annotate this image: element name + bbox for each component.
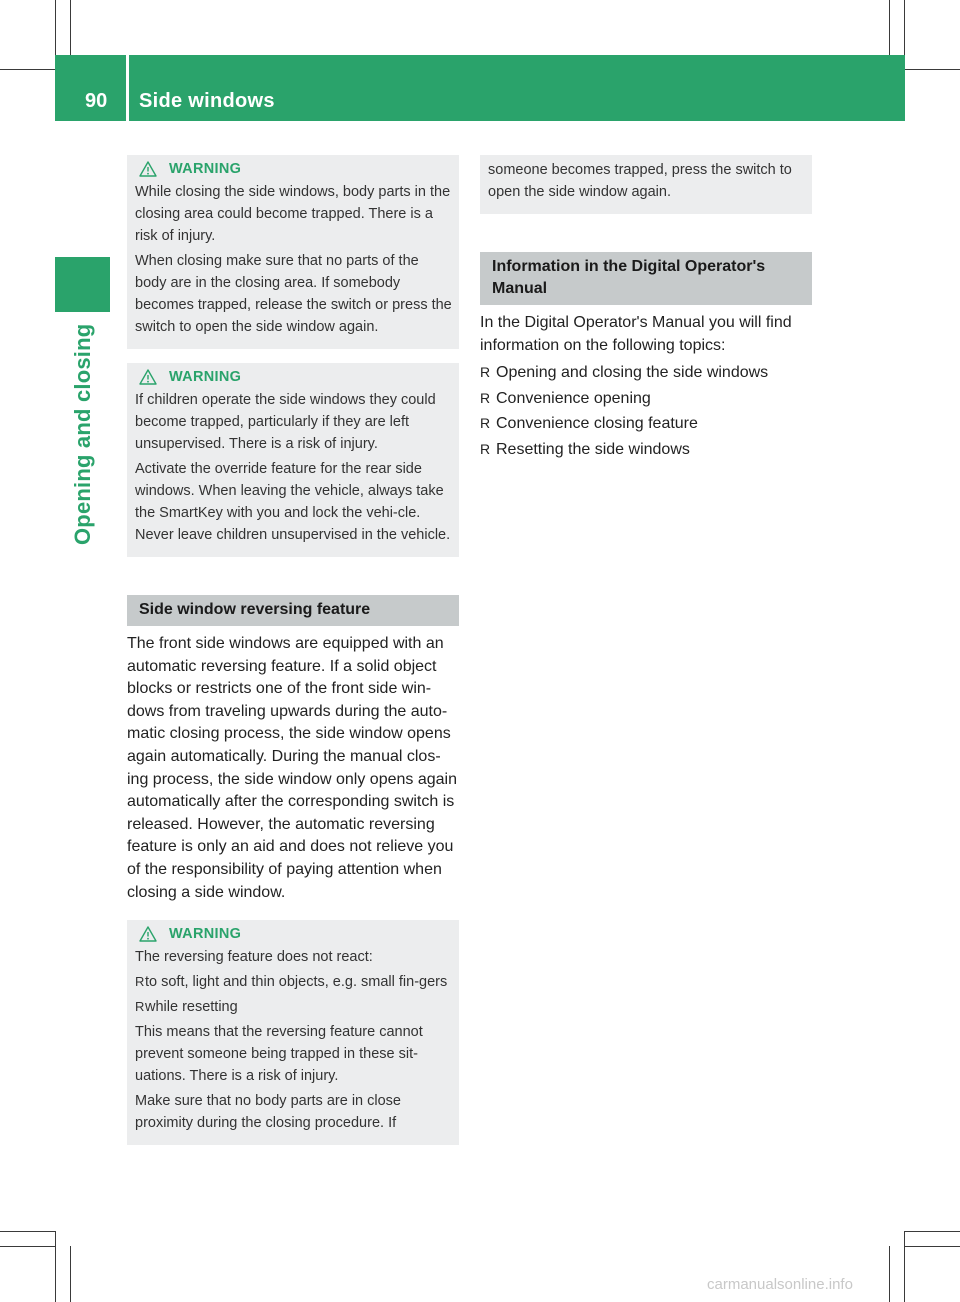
bullet-r-icon: R xyxy=(135,974,145,990)
chapter-tab xyxy=(55,257,110,312)
warning-title: WARNING xyxy=(169,926,242,943)
bullet-r-icon: R xyxy=(480,389,491,406)
warning-text: If children operate the side windows they could become trapped, particularly if they are left unsupervised. There is a risk of injury. xyxy=(135,392,436,452)
crop-mark xyxy=(889,1246,890,1302)
right-column xyxy=(480,155,812,462)
bullet-r-icon: R xyxy=(480,440,491,457)
crop-mark xyxy=(905,1231,960,1232)
list-item-text: Resetting the side windows xyxy=(496,440,690,458)
page-number: 90 xyxy=(85,90,108,112)
warning-bullet-text: to soft, light and thin objects, e.g. small fin-gers xyxy=(145,974,448,991)
warning-header xyxy=(135,926,452,942)
section-heading: Information in the Digital Operator's Manual xyxy=(480,252,812,305)
warning-bullet xyxy=(135,996,452,1018)
warning-header xyxy=(135,161,452,177)
section-heading: Side window reversing feature xyxy=(127,595,459,626)
warning-triangle-icon xyxy=(139,926,157,942)
warning-text: While closing the side windows, body parts in the closing area could become trapped. There is a risk of injury. xyxy=(135,184,451,244)
crop-mark xyxy=(905,1246,960,1247)
crop-mark xyxy=(904,0,905,55)
warning-bullet xyxy=(135,971,452,993)
section-title: Side windows xyxy=(139,90,275,112)
warning-box xyxy=(127,363,459,557)
warning-header xyxy=(135,369,452,385)
warning-text: This means that the reversing feature cannot prevent someone being trapped in these sit-uations. There is a risk of injury. xyxy=(135,1024,423,1085)
warning-text: When closing make sure that no parts of the body are in the closing area. If somebody becomes trapped, release the switch or press the switch to open the side window again. xyxy=(135,253,452,335)
warning-box xyxy=(127,920,459,1145)
warning-triangle-icon xyxy=(139,369,157,385)
crop-mark xyxy=(0,1246,55,1247)
crop-mark xyxy=(55,0,56,55)
body-paragraph: In the Digital Operator's Manual you will find information on the following topics: xyxy=(480,314,792,354)
warning-text: Make sure that no body parts are in close proximity during the closing procedure. If xyxy=(135,1093,401,1132)
crop-mark xyxy=(889,0,890,55)
warning-title: WARNING xyxy=(169,369,242,385)
bullet-r-icon: R xyxy=(480,364,491,381)
chapter-label: Opening and closing xyxy=(70,323,95,545)
warning-triangle-icon xyxy=(139,161,157,177)
list-item xyxy=(480,437,812,463)
warning-title: WARNING xyxy=(169,161,242,177)
left-column xyxy=(127,155,459,1145)
warning-text: Activate the override feature for the rear side windows. When leaving the vehicle, always take the SmartKey with you and lock the vehi-cle. Never leave children unsupervised in the vehicle. xyxy=(135,461,451,543)
header-divider xyxy=(126,55,129,121)
warning-text: The reversing feature does not react: xyxy=(135,949,373,966)
list-item xyxy=(480,386,812,412)
warning-bullet-text: while resetting xyxy=(145,999,238,1016)
warning-box-continued xyxy=(480,155,812,214)
list-item-text: Opening and closing the side windows xyxy=(496,364,769,382)
body-paragraph: The front side windows are equipped with an automatic reversing feature. If a solid object blocks or restricts one of the front side win-dows from traveling upwards during the auto-matic closing process, the side window opens again automatically. During the manual clos-ing process, the side window only opens again automatically after the corresponding switch is released. However, the automatic reversing feature is only an aid and does not relieve you of the responsibility of paying attention when closing a side window. xyxy=(127,635,457,901)
warning-box xyxy=(127,155,459,349)
list-item xyxy=(480,360,812,386)
list-item-text: Convenience closing feature xyxy=(496,415,698,433)
crop-mark xyxy=(70,0,71,55)
crop-mark xyxy=(0,1231,55,1232)
bullet-r-icon: R xyxy=(135,999,145,1015)
bullet-r-icon: R xyxy=(480,415,491,432)
crop-mark xyxy=(55,1231,56,1302)
list-item xyxy=(480,411,812,437)
crop-mark xyxy=(904,1231,905,1302)
warning-text: someone becomes trapped, press the switch to open the side window again. xyxy=(488,162,792,200)
list-item-text: Convenience opening xyxy=(496,389,651,407)
crop-mark xyxy=(70,1246,71,1302)
watermark: carmanualsonline.info xyxy=(707,1276,853,1293)
